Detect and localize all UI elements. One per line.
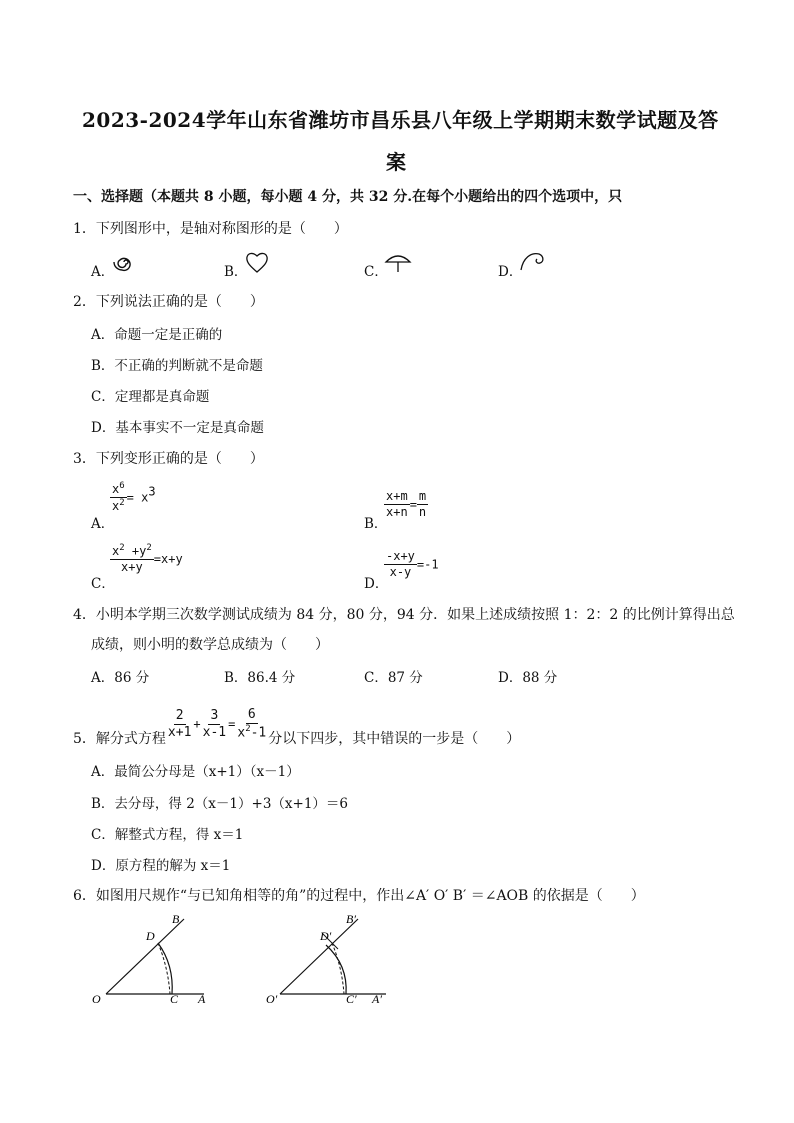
question-1-stem: 1．下列图形中，是轴对称图形的是（ ） (73, 221, 348, 237)
q3-option-c-label: C． (91, 576, 115, 592)
q3-option-a-label: A． (91, 516, 115, 532)
label-c-prime: C′ (346, 992, 357, 1006)
spiral-icon (110, 250, 138, 274)
label-o-prime: O′ (266, 992, 278, 1006)
question-4-stem: 4．小明本学期三次数学测试成绩为 84 分，80 分，94 分．如果上述成绩按照 1：2：2 的比例计算得出总 (73, 607, 735, 623)
question-3-stem: 3．下列变形正确的是（ ） (73, 451, 264, 467)
q5-option-a: A．最简公分母是（x+1）（x－1） (91, 764, 300, 780)
question-4-stem-continued: 成绩，则小明的数学总成绩为（ ） (91, 637, 329, 653)
label-c: C (170, 992, 179, 1006)
q2-option-a: A．命题一定是正确的 (91, 327, 223, 343)
chord-dc (158, 943, 170, 994)
page-title-continued: 案 (386, 150, 407, 174)
q1-option-d-label: D． (498, 264, 523, 280)
q3-option-d-formula: $\frac{-x+y}{x-y}$ =-1 (386, 549, 439, 579)
label-d: D (146, 929, 155, 943)
fan-icon (383, 250, 413, 274)
q3-option-c-formula: $\frac{x^2 +y^2}{x+y}$ =x+y (112, 543, 183, 574)
q4-option-d: D．88 分 (498, 670, 558, 686)
arc-dc (158, 943, 172, 994)
label-a-prime: A′ (372, 992, 382, 1006)
q5-option-c: C．解整式方程，得 x＝1 (91, 827, 244, 843)
q5-option-b: B．去分母，得 2（x－1）+3（x+1）＝6 (91, 796, 349, 812)
label-o: O (92, 992, 101, 1006)
heart-icon (244, 250, 270, 274)
label-b-prime: B′ (346, 912, 356, 926)
hook-icon (517, 250, 547, 274)
q2-option-d: D．基本事实不一定是真命题 (91, 420, 264, 436)
q4-option-b: B．86.4 分 (224, 670, 296, 686)
q3-option-a-formula: $\frac{x^6}{x^2}$ = $x^3$ (112, 481, 156, 513)
q1-option-a-label: A． (91, 264, 115, 280)
q3-option-b-label: B． (364, 516, 388, 532)
q2-option-c: C．定理都是真命题 (91, 389, 210, 405)
q1-option-b-label: B． (224, 264, 248, 280)
label-a: A (198, 992, 206, 1006)
q5-option-d: D．原方程的解为 x＝1 (91, 858, 231, 874)
q4-option-c: C．87 分 (364, 670, 423, 686)
q2-option-b: B．不正确的判断就不是命题 (91, 358, 263, 374)
q3-option-b-formula: $\frac{x+m}{x+n}$ = $\frac{m}{n}$ (386, 489, 427, 519)
section-heading: 一、选择题（本题共 8 小题，每小题 4 分，共 32 分.在每个小题给出的四个选项中，只 (73, 189, 623, 205)
page-title: 2023-2024学年山东省潍坊市昌乐县八年级上学期期末数学试题及答 (82, 108, 719, 132)
q4-option-a: A．86 分 (91, 670, 150, 686)
angle-figure-original (88, 905, 218, 1015)
question-2-stem: 2．下列说法正确的是（ ） (73, 294, 264, 310)
question-6-stem: 6．如图用尺规作“与已知角相等的角”的过程中，作出∠A′ O′ B′ ＝∠AOB 的依据是（ ） (73, 888, 645, 904)
label-b: B (172, 912, 180, 926)
question-5-stem: 5．解分式方程 $\frac{2}{x+1}$ + $\frac{3}{x-1}$ = $\frac{6}{x^2-1}$ 分以下四步，其中错误的一步是（ ） (73, 707, 521, 747)
q3-option-d-label: D． (364, 576, 389, 592)
label-d-prime: D′ (320, 929, 332, 943)
angle-figure-constructed (262, 905, 402, 1015)
q1-option-c-label: C． (364, 264, 388, 280)
